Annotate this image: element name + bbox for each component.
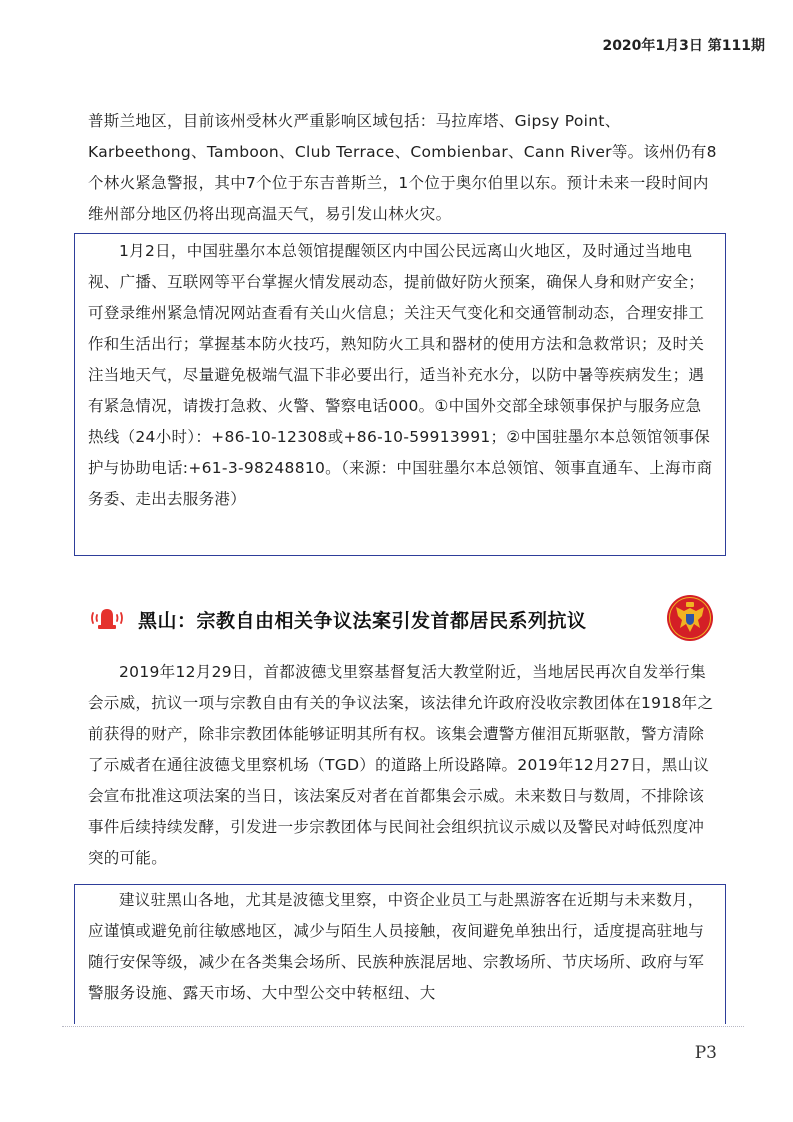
alarm-bell-icon [90, 604, 124, 632]
montenegro-coat-of-arms-icon [666, 594, 714, 642]
page-number: P3 [694, 1043, 717, 1063]
paragraph-montenegro-advisory: 建议驻黑山各地，尤其是波德戈里察，中资企业员工与赴黑游客在近期与未来数月，应谨慎或避免前往敏感地区，减少与陌生人员接触，夜间避免单独出行，适度提高驻地与随行安保等级，减少在各类集会场所、民族种族混居地、宗教场所、节庆场所、政府与军警服务设施、露天市场、大中型公交中转枢纽、大 [88, 891, 705, 1002]
paragraph-consulate-advisory: 1月2日，中国驻墨尔本总领馆提醒领区内中国公民远离山火地区，及时通过当地电视、广播、互联网等平台掌握火情发展动态，提前做好防火预案，确保人身和财产安全；可登录维州紧急情况网站查看有关山火信息；关注天气变化和交通管制动态，合理安排工作和生活出行；掌握基本防火技巧，熟知防火工具和器材的使用方法和急救常识；及时关注当地天气，尽量避免极端气温下非必要出行，适当补充水分，以防中暑等疾病发生；遇有紧急情况，请拨打急救、火警、警察电话000。①中国外交部全球领事保护与服务应急热线（24小时）：+86-10-12308或+86-10-59913991；②中国驻墨尔本总领馆领事保护与协助电话:+61-3-98248810。（来源：中国驻墨尔本总领馆、领事直通车、上海市商务委、走出去服务港） [88, 242, 713, 508]
section-title: 黑山：宗教自由相关争议法案引发首都居民系列抗议 [138, 610, 587, 632]
paragraph-montenegro-protests: 2019年12月29日，首都波德戈里察基督复活大教堂附近，当地居民再次自发举行集会示威，抗议一项与宗教自由有关的争议法案，该法律允许政府没收宗教团体在1918年之前获得的财产，除非宗教团体能够证明其所有权。该集会遭警方催泪瓦斯驱散，警方清除了示威者在通往波德戈里察机场（TGD）的道路上所设路障。2019年12月27日，黑山议会宣布批准这项法案的当日，该法案反对者在首都集会示威。未来数日与数周，不排除该事件后续持续发酵，引发进一步宗教团体与民间社会组织抗议示威以及警民对峙低烈度冲突的可能。 [88, 663, 714, 867]
paragraph-victoria-fires: 普斯兰地区，目前该州受林火严重影响区域包括：马拉库塔、Gipsy Point、Karbeethong、Tamboon、Club Terrace、Combienbar、Cann River等。该州仍有8个林火紧急警报，其中7个位于东吉普斯兰，1个位于奥尔伯里以东。预计未来一段时间内维州部分地区仍将出现高温天气，易引发山林火灾。 [88, 112, 717, 223]
issue-date-header: 2020年1月3日 第111期 [602, 38, 765, 54]
footer-divider [62, 1026, 744, 1027]
section-heading-montenegro [90, 598, 720, 646]
